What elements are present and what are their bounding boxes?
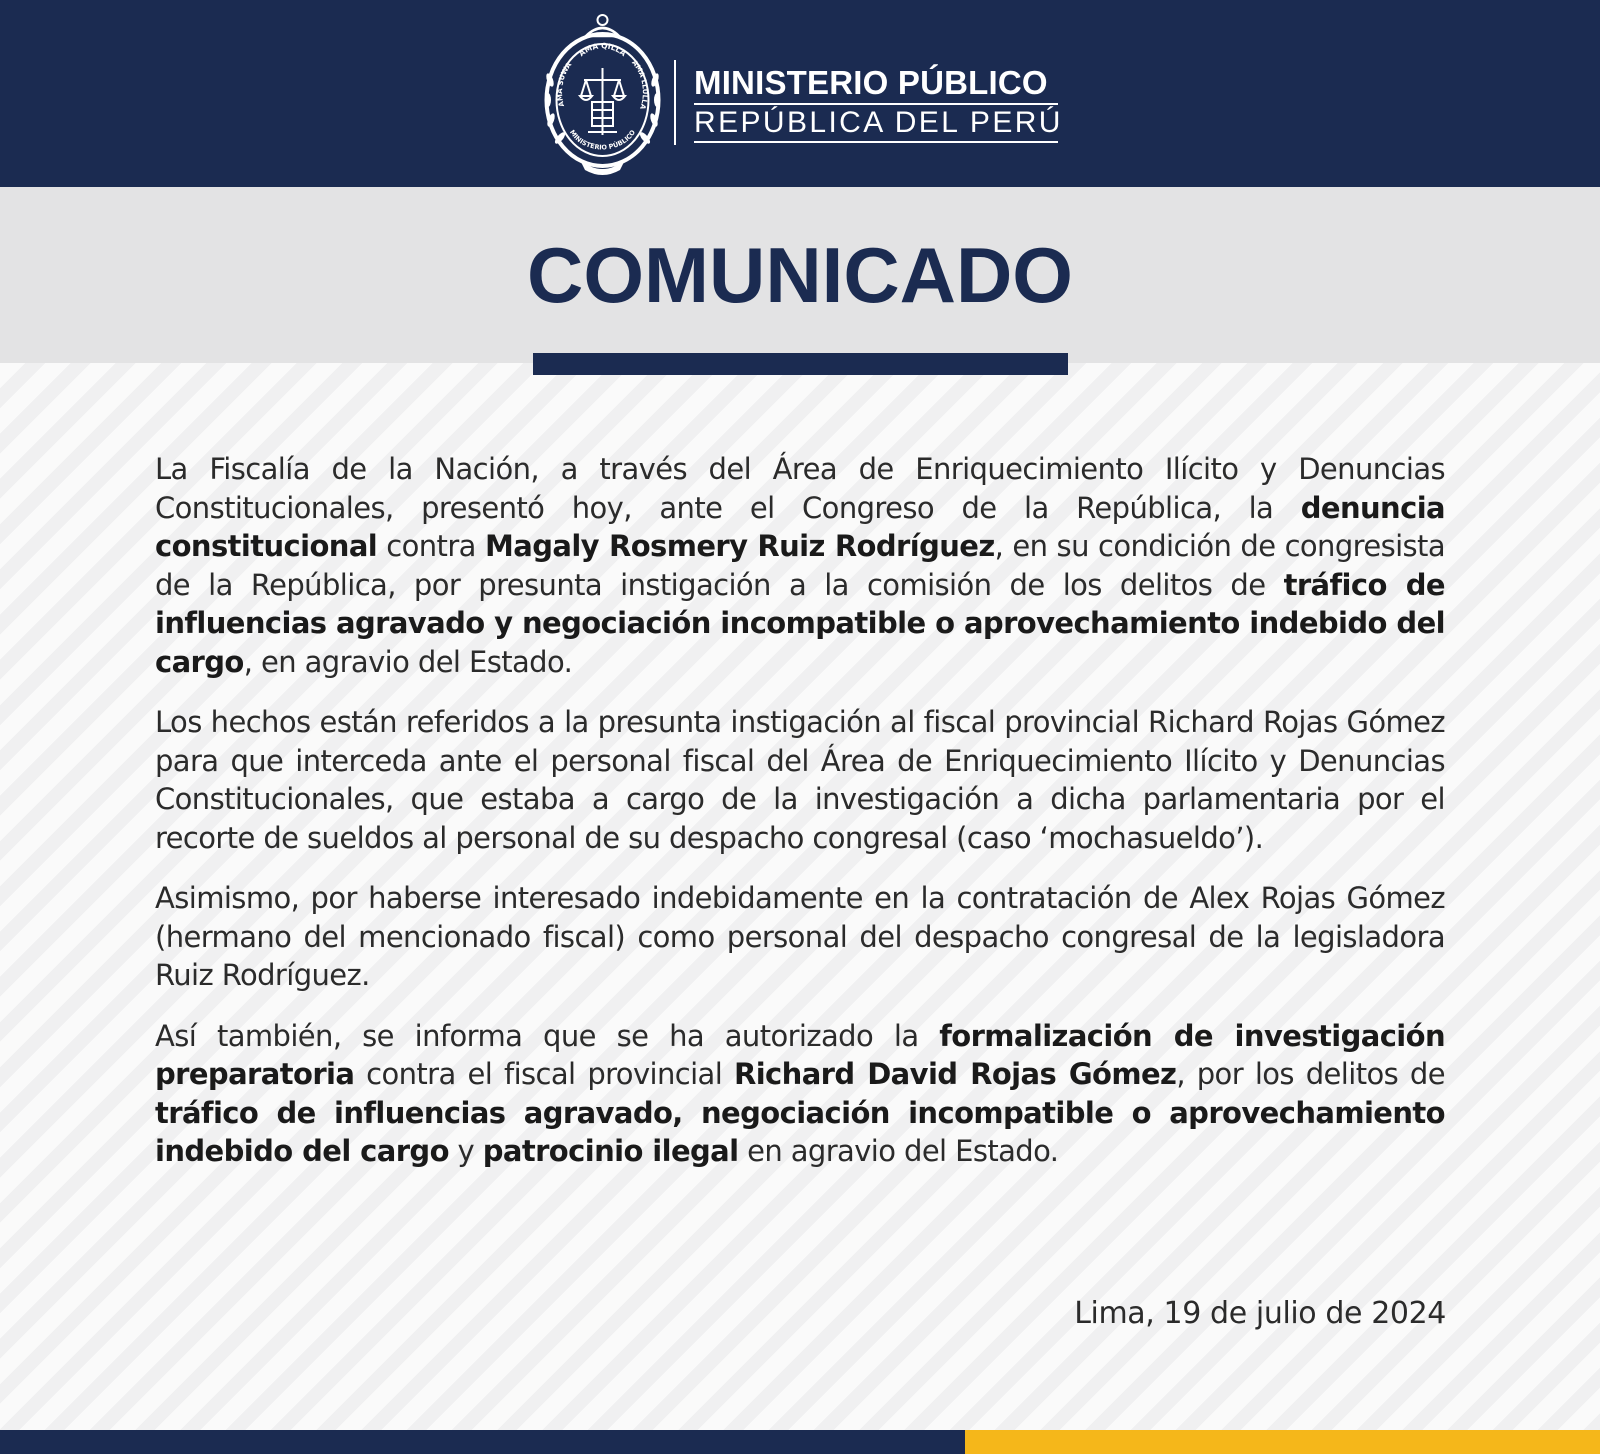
- body-text: La Fiscalía de la Nación, a través del Área de Enriquecimiento Ilícito y Denuncias Constitucionales, presentó hoy, ante el Congreso de la República, la: [155, 452, 1445, 525]
- header-divider: [674, 60, 676, 145]
- document-body: [155, 450, 1445, 1193]
- body-text: , en agravio del Estado.: [243, 644, 573, 679]
- bold-text: patrocinio ilegal: [482, 1134, 739, 1168]
- body-text: Así también, se informa que se ha autorizado la: [155, 1018, 940, 1053]
- bold-text: tráfico de influencias agravado y negociación incompatible o aprovechamiento indebido del cargo: [155, 567, 1445, 679]
- seal-text-bottom: MINISTERIO PÚBLICO: [567, 128, 638, 152]
- seal-text-top: AMA QILLA: [577, 41, 628, 59]
- svg-text:AMA QILLA: [577, 41, 628, 58]
- title-underline: [533, 353, 1068, 375]
- bold-text: Richard David Rojas Gómez: [733, 1057, 1177, 1091]
- organization-name: MINISTERIO PÚBLICO: [694, 64, 1048, 101]
- body-text: , en su condición de congresista de la República, por presunta instigación a la comisión de los delitos de: [155, 529, 1445, 602]
- bold-text: tráfico de influencias agravado, negociación incompatible o aprovechamiento indebido del cargo: [155, 1095, 1445, 1168]
- body-text: Los hechos están referidos a la presunta instigación al fiscal provincial Richard Rojas Gómez para que interceda ante el personal fiscal del Área de Enriquecimiento Ilícito y Denuncias Constitucionales, que estaba a cargo de la investigación a dicha parlamentaria por el recorte de sueldos al personal de su despacho congresal (caso ‘mochasueldo’).: [155, 705, 1445, 855]
- body-text: , por los delitos de: [1176, 1057, 1445, 1091]
- organization-rule-bottom: [694, 141, 1058, 143]
- body-text: y: [448, 1134, 483, 1168]
- body-text: contra: [377, 529, 485, 563]
- paragraph-1: [155, 450, 1445, 681]
- organization-country: REPÚBLICA DEL PERÚ: [694, 106, 1063, 139]
- svg-text:AMA LLULLA: [630, 59, 649, 111]
- body-text: en agravio del Estado.: [738, 1134, 1059, 1168]
- organization-rule: [694, 103, 1058, 105]
- bold-text: formalización de investigación preparatoria: [155, 1018, 1446, 1091]
- seal-text-left: AMA SUWA: [556, 60, 574, 108]
- body-text: Asimismo, por haberse interesado indebidamente en la contratación de Alex Rojas Gómez (hermano del mencionado fiscal) como personal del despacho congresal de la legisladora Ruiz Rodríguez.: [155, 881, 1445, 992]
- paragraph-4: [155, 1017, 1445, 1171]
- body-text: contra el fiscal provincial: [354, 1057, 734, 1091]
- footer-stripe-navy: [0, 1430, 965, 1454]
- bold-text: denuncia constitucional: [155, 490, 1445, 563]
- paragraph-3: [155, 879, 1445, 995]
- seal-text-right: AMA LLULLA: [630, 58, 649, 111]
- ministerio-publico-seal-icon: [540, 10, 665, 180]
- header-bar: [0, 0, 1600, 187]
- paragraph-2: [155, 703, 1445, 857]
- organization-block: [694, 64, 1064, 143]
- footer-stripe-gold: [965, 1430, 1600, 1454]
- page-title: COMUNICADO: [527, 231, 1073, 319]
- bold-text: Magaly Rosmery Ruiz Rodríguez: [484, 529, 995, 563]
- document-date: Lima, 19 de julio de 2024: [1074, 1296, 1446, 1331]
- svg-text:AMA SUWA: [556, 60, 574, 107]
